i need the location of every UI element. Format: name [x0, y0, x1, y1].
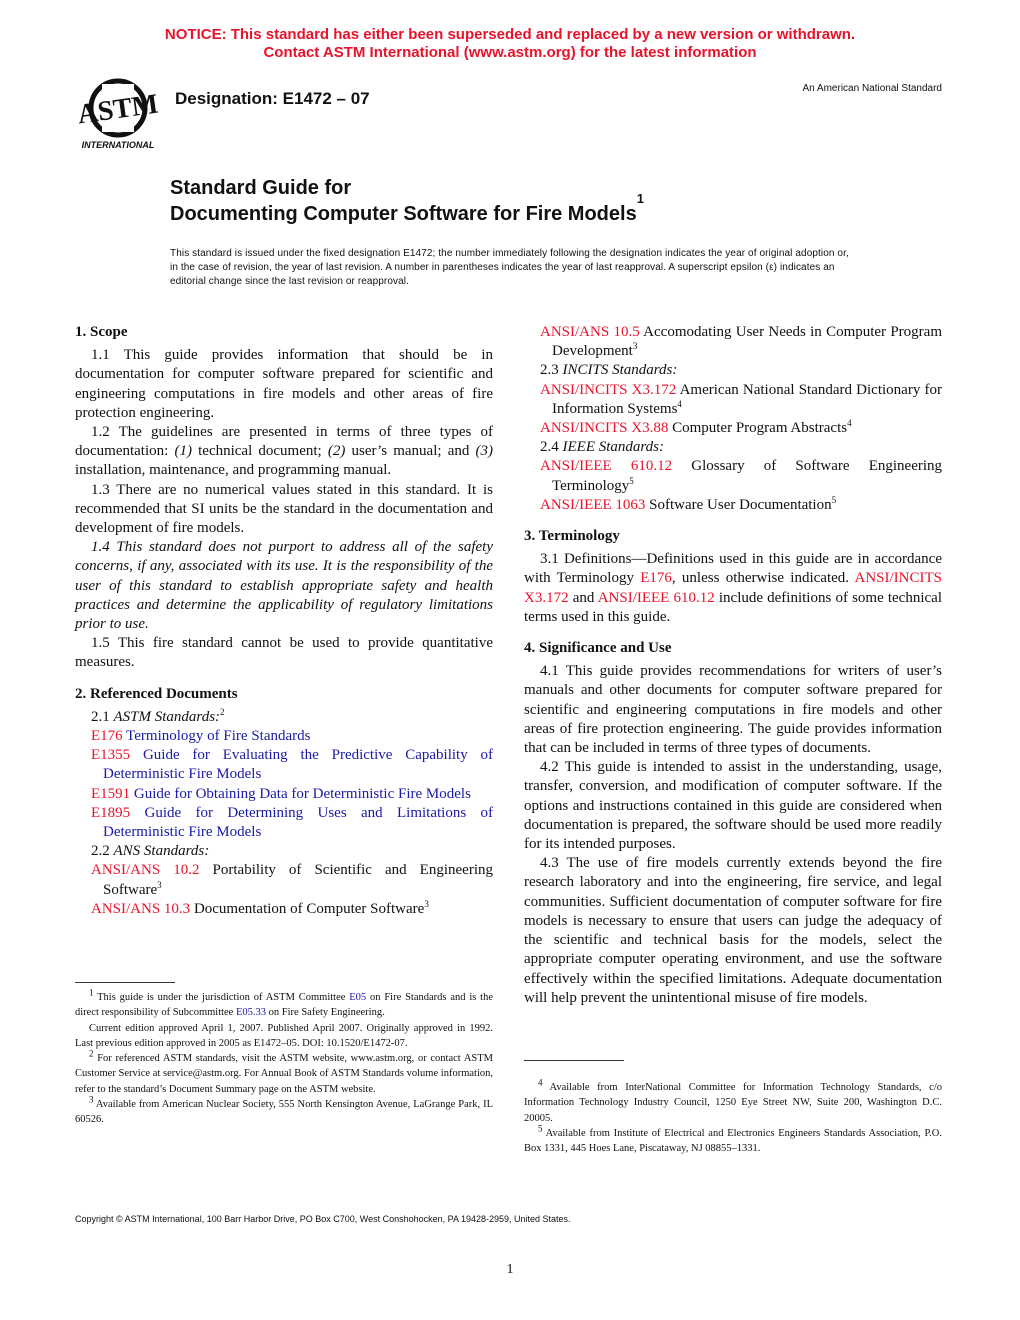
title-line-1: Standard Guide for — [170, 177, 352, 199]
footnote-3: $^3$ Available from American Nuclear Society, 555 North Kensington Avenue, LaGrange Park, IL 60526. — [75, 1094, 493, 1126]
document-title — [170, 175, 644, 227]
left-column — [75, 323, 493, 919]
link-ansi-incits-x3-172[interactable]: ANSI/INCITS X3.172 — [524, 570, 942, 606]
title-footnote-mark: 1 — [636, 191, 644, 206]
footnote-1-edition: Current edition approved April 1, 2007. Published April 2007. Originally approved in 1992. Last previous edition approved in 2005 as E1472–05. DOI: 10.1520/E1472-07. — [75, 1022, 493, 1049]
referenced-documents-heading: 2. Referenced Documents — [75, 685, 238, 702]
ref-e1591[interactable]: E1591 Guide for Obtaining Data for Deterministic Fire Models — [91, 785, 471, 802]
notice-line-1: NOTICE: This standard has either been superseded and replaced by a new version or withdrawn. — [164, 26, 856, 43]
significance-4-1: 4.1 This guide provides recommendations for writers of user’s manuals and other documents for computer software prepared for scientific and engineering computations in fire models and other areas of fire protection engineering. The guide provides information that can be included in terms of three types of documents. — [524, 663, 942, 757]
ref-e1895[interactable]: E1895 Guide for Determining Uses and Limitations of Deterministic Fire Models — [91, 804, 493, 841]
right-column — [524, 323, 942, 1008]
scope-1-1: 1.1 This guide provides information that should be in documentation for computer software prepared for scientific and engineering computations in fire models and other areas of fire protection engineering. — [75, 347, 493, 421]
footnotes-left — [75, 987, 493, 1128]
significance-4-3: 4.3 The use of fire models currently extends beyond the fire research laboratory and into the engineering, fire service, and legal communities. Sufficient documentation of computer software for fire models is necessary to ensure that users can judge the adequacy of the scientific and technical basis for the models, select the appropriate computer operating environment, and use the software effectively within the specified limitations. Adequate documentation will help prevent the unintentional misuse of fire models. — [524, 855, 942, 1006]
link-e05-33[interactable]: E05.33 — [235, 1007, 267, 1019]
astm-standards-label: 2.1 ASTM Standards:$^2$ — [91, 706, 225, 725]
significance-heading: 4. Significance and Use — [524, 640, 672, 657]
designation: Designation: E1472 – 07 — [175, 89, 370, 108]
footnotes-right — [524, 1077, 942, 1156]
significance-4-2: 4.2 This guide is intended to assist in the understanding, usage, transfer, conversion, and modification of computer software. If the options and instructions contained in this guide are considered when documentation is prepared, the software should be used more readily for its intended purposes. — [524, 759, 942, 853]
link-e05[interactable]: E05 — [349, 992, 367, 1003]
footnote-5: $^5$ Available from Institute of Electrical and Electronics Engineers Standards Association, P.O. Box 1331, 445 Hoes Lane, Piscataway, NJ 08855–1331. — [524, 1123, 942, 1155]
ref-ansi-ans-10-3[interactable]: ANSI/ANS 10.3 Documentation of Computer Software$^3$ — [91, 898, 429, 917]
astm-logo — [74, 78, 162, 154]
scope-heading: 1. Scope — [75, 324, 128, 340]
logo-text: ASTM — [75, 88, 161, 131]
american-national-standard-label: An American National Standard — [802, 83, 942, 94]
withdrawal-notice — [0, 26, 1020, 62]
scope-1-2: 1.2 The guidelines are presented in terms of three types of documentation: (1) technical document; (2) user’s manual; and (3) installation, maintenance, and programming manual. — [75, 424, 494, 479]
title-line-2: Documenting Computer Software for Fire Models — [170, 203, 637, 225]
footnote-1: $^1$ This guide is under the jurisdiction of ASTM Committee E05 on Fire Standards and is the direct responsibility of Subcommittee E05.33 on Fire Safety Engineering. — [75, 987, 493, 1019]
scope-1-5: 1.5 This fire standard cannot be used to provide quantitative measures. — [75, 635, 493, 671]
logo-subtext: INTERNATIONAL — [81, 140, 155, 150]
link-e176[interactable]: E176 — [640, 570, 672, 587]
ref-ansi-ieee-1063[interactable]: ANSI/IEEE 1063 Software User Documentation$^5$ — [540, 494, 837, 513]
ref-e1355[interactable]: E1355 Guide for Evaluating the Predictive Capability of Deterministic Fire Models — [91, 747, 493, 783]
terminology-heading: 3. Terminology — [524, 528, 620, 545]
link-ansi-ieee-610-12[interactable]: ANSI/IEEE 610.12 — [597, 589, 715, 606]
ref-ansi-incits-x3-172[interactable]: ANSI/INCITS X3.172 American National Standard Dictionary for Information Systems$^4$ — [540, 381, 942, 417]
ref-ansi-ieee-610-12[interactable]: ANSI/IEEE 610.12 Glossary of Software Engineering Terminology$^5$ — [540, 458, 943, 494]
ref-ansi-incits-x3-88[interactable]: ANSI/INCITS X3.88 Computer Program Abstracts$^4$ — [540, 418, 852, 437]
ref-e176[interactable]: E176 Terminology of Fire Standards — [91, 728, 311, 745]
terminology-3-1: 3.1 Definitions—Definitions used in this guide are in accordance with Terminology E176, unless otherwise indicated. ANSI/INCITS X3.172 and ANSI/IEEE 610.12 include definitions of some technical terms used in this guide. — [524, 551, 942, 625]
incits-standards-label: 2.3 INCITS Standards: — [540, 362, 678, 379]
footnote-2: $^2$ For referenced ASTM standards, visit the ASTM website, www.astm.org, or contact ASTM Customer Service at service@astm.org. For Annual Book of ASTM Standards volume information, refer to the standard’s Document Summary page on the ASTM website. — [75, 1048, 493, 1095]
issuance-note: This standard is issued under the fixed designation E1472; the number immediately following the designation indicates the year of original adoption or, in the case of revision, the year of last revision. A number in parentheses indicates the year of last reapproval. A superscript epsilon (ε) indicates an editorial change since the last revision or reapproval. — [170, 248, 849, 287]
ref-ansi-ans-10-2[interactable]: ANSI/ANS 10.2 Portability of Scientific and Engineering Software$^3$ — [91, 862, 493, 898]
ref-ansi-ans-10-5[interactable]: ANSI/ANS 10.5 Accomodating User Needs in Computer Program Development$^3$ — [540, 324, 942, 360]
footnote-4: $^4$ Available from InterNational Committee for Information Technology Standards, c/o Information Technology Industry Council, 1250 Eye Street NW, Suite 200, Washington D.C. 20005. — [524, 1077, 942, 1124]
scope-1-4: 1.4 This standard does not purport to address all of the safety concerns, if any, associated with its use. It is the responsibility of the user of this standard to establish appropriate safety and health practices and determine the applicability of regulatory limitations prior to use. — [75, 539, 493, 633]
footnote-divider-right — [524, 1060, 624, 1061]
page-number: 1 — [506, 1262, 514, 1277]
notice-line-2: Contact ASTM International (www.astm.org) for the latest information — [263, 44, 757, 61]
scope-1-3: 1.3 There are no numerical values stated in this standard. It is recommended that SI units be the standard in the documentation and development of fire models. — [75, 481, 493, 537]
ans-standards-label: 2.2 ANS Standards: — [91, 843, 210, 860]
ieee-standards-label: 2.4 IEEE Standards: — [540, 439, 665, 456]
copyright: Copyright © ASTM International, 100 Barr Harbor Drive, PO Box C700, West Conshohocken, PA 19428-2959, United States. — [75, 1214, 571, 1224]
footnote-divider-left — [75, 982, 175, 983]
